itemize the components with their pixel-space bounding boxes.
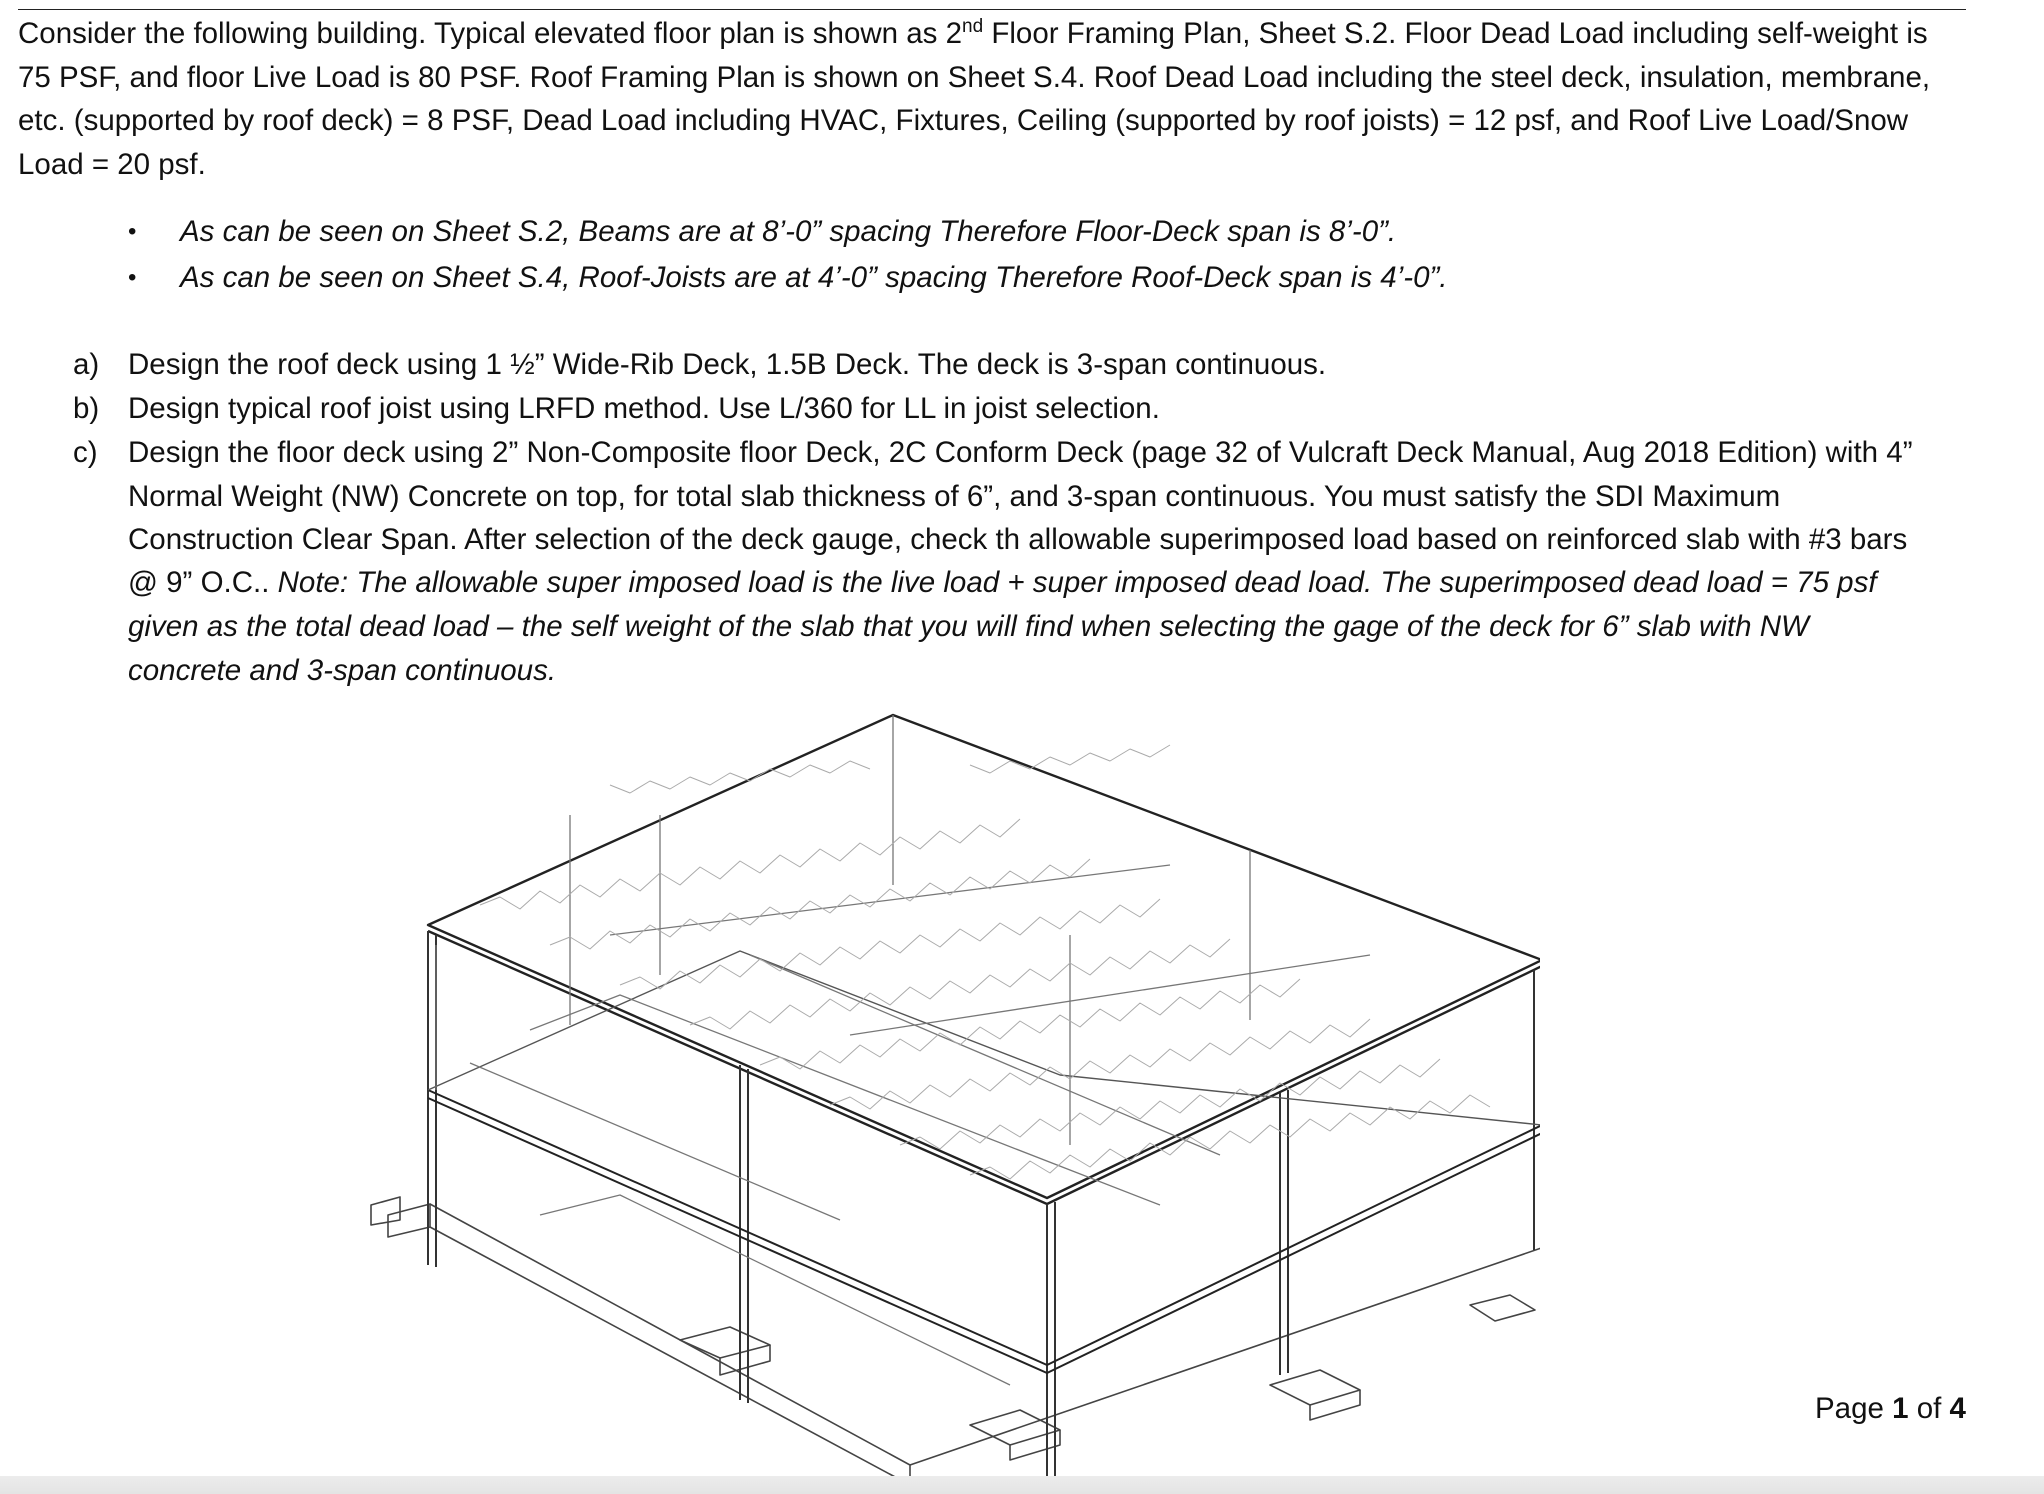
- task-text: Design typical roof joist using LRFD method. Use L/360 for LL in joist selection.: [128, 392, 1160, 425]
- bullet-dot: •: [128, 264, 137, 291]
- note-text: Note: The allowable super imposed load is the live load + super imposed dead load. The superimposed dead load = 75 psf: [277, 566, 1877, 599]
- foundation-pads: [371, 1197, 1540, 1485]
- task-text: @ 9” O.C.. Note: The allowable super imposed load is the live load + super imposed dead load. The superimposed dead load = 75 psf: [128, 566, 1877, 599]
- bullet-text: As can be seen on Sheet S.2, Beams are at 8’-0” spacing Therefore Floor-Deck span is 8’-0”.: [180, 215, 1397, 248]
- note-text: concrete and 3-span continuous.: [128, 654, 557, 687]
- bullet-dot: •: [128, 218, 137, 245]
- task-text: Design the roof deck using 1 ½” Wide-Rib Deck, 1.5B Deck. The deck is 3-span continuous.: [128, 348, 1327, 381]
- task-text: Normal Weight (NW) Concrete on top, for total slab thickness of 6”, and 3-span continuous. You must satisfy the SDI Maximum: [128, 480, 1781, 513]
- task-label: c): [73, 436, 98, 469]
- intro-line-2: 75 PSF, and floor Live Load is 80 PSF. Roof Framing Plan is shown on Sheet S.4. Roof Dead Load including the steel deck, insulation, membrane,: [18, 60, 1931, 94]
- current-page: 1: [1892, 1392, 1909, 1425]
- bullet-text: As can be seen on Sheet S.4, Roof-Joists are at 4’-0” spacing Therefore Roof-Deck span is 4’-0”.: [180, 261, 1448, 294]
- task-text: Construction Clear Span. After selection of the deck gauge, check th allowable superimposed load based on reinforced slab with #3 bars: [128, 523, 1908, 556]
- note-text: given as the total dead load – the self weight of the slab that you will find when selecting the gage of the deck for 6” slab with NW: [128, 610, 1809, 643]
- top-rule: [18, 9, 1966, 10]
- viewer-bottom-bar: [0, 1476, 2044, 1494]
- roof-joists: [480, 745, 1490, 1179]
- page-number: Page 1 of 4: [1815, 1392, 1966, 1425]
- intro-line-4: Load = 20 psf.: [18, 147, 206, 181]
- intro-line-3: etc. (supported by roof deck) = 8 PSF, Dead Load including HVAC, Fixtures, Ceiling (supported by roof joists) = 12 psf, and Roof Live Load/Snow: [18, 104, 1909, 137]
- task-label: a): [73, 348, 100, 381]
- building-frame-drawing: [370, 685, 1540, 1485]
- intro-line-1: Consider the following building. Typical elevated floor plan is shown as 2nd Floor Framing Plan, Sheet S.2. Floor Dead Load including self-weight is: [18, 16, 1928, 50]
- task-text: Design the floor deck using 2” Non-Composite floor Deck, 2C Conform Deck (page 32 of Vulcraft Deck Manual, Aug 2018 Edition) with 4”: [128, 436, 1913, 469]
- total-pages: 4: [1949, 1392, 1966, 1425]
- roof-perimeter: [428, 715, 1540, 1204]
- task-label: b): [73, 392, 100, 425]
- intro-paragraph: [18, 12, 2018, 186]
